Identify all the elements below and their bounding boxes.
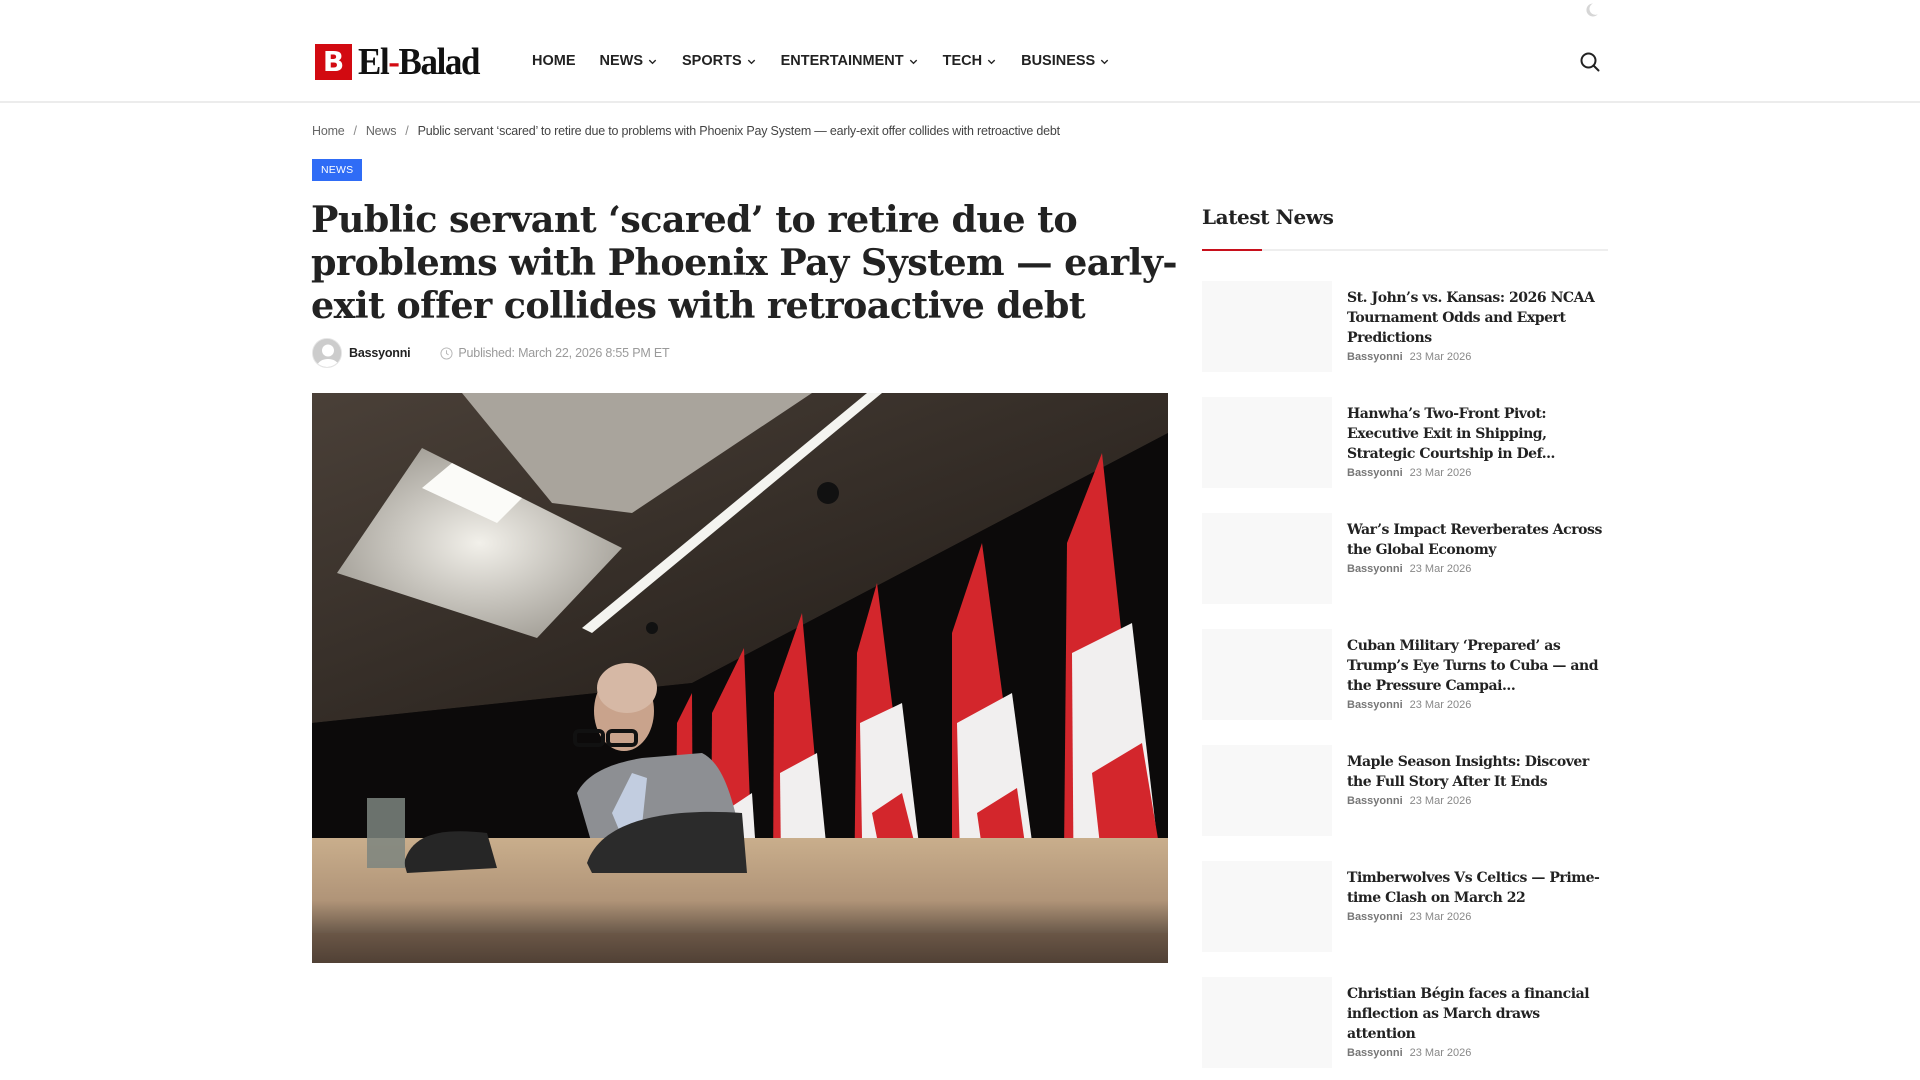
- list-item-headline[interactable]: St. John’s vs. Kansas: 2026 NCAA Tournament Odds and Expert Predictions: [1347, 290, 1595, 346]
- list-item-date: 23 Mar 2026: [1409, 795, 1472, 807]
- latest-news-sidebar: [1202, 205, 1608, 1080]
- category-badge[interactable]: NEWS: [312, 159, 362, 181]
- list-item[interactable]: [1202, 745, 1608, 861]
- nav-label: BUSINESS: [1021, 53, 1096, 69]
- chevron-down-icon: [1099, 56, 1110, 67]
- list-item-date: 23 Mar 2026: [1409, 563, 1472, 575]
- article-thumbnail[interactable]: [1202, 629, 1332, 720]
- nav-label: ENTERTAINMENT: [780, 53, 904, 69]
- clock-icon: [440, 347, 453, 360]
- breadcrumb-separator: /: [353, 124, 357, 138]
- article-thumbnail[interactable]: [1202, 745, 1332, 836]
- list-item-author[interactable]: Bassyonni: [1347, 1047, 1403, 1059]
- list-item-headline[interactable]: Cuban Military ‘Prepared’ as Trump’s Eye Turns to Cuba — and the Pressure Campai...: [1347, 638, 1599, 694]
- list-item[interactable]: [1202, 629, 1608, 745]
- list-item[interactable]: [1202, 977, 1608, 1080]
- breadcrumb-separator: /: [405, 124, 409, 138]
- chevron-down-icon: [647, 56, 658, 67]
- article-title: Public servant ‘scared’ to retire due to problems with Phoenix Pay System — early-exit offer collides with retroactive debt: [311, 198, 1177, 327]
- logo-text: El-Balad: [358, 41, 480, 83]
- list-item-date: 23 Mar 2026: [1409, 351, 1472, 363]
- article-thumbnail[interactable]: [1202, 861, 1332, 952]
- list-item-author[interactable]: Bassyonni: [1347, 699, 1403, 711]
- article-thumbnail[interactable]: [1202, 977, 1332, 1068]
- list-item-date: 23 Mar 2026: [1409, 699, 1472, 711]
- chevron-down-icon: [986, 56, 997, 67]
- list-item-date: 23 Mar 2026: [1409, 467, 1472, 479]
- breadcrumb: [312, 124, 1060, 138]
- list-item-headline[interactable]: War’s Impact Reverberates Across the Global Economy: [1347, 522, 1602, 558]
- nav-label: SPORTS: [682, 53, 742, 69]
- author-avatar[interactable]: [312, 338, 342, 368]
- nav-business[interactable]: [1021, 52, 1110, 70]
- publish-date: [440, 346, 669, 360]
- list-item-date: 23 Mar 2026: [1409, 1047, 1472, 1059]
- site-logo[interactable]: [315, 41, 490, 83]
- logo-mark: B: [315, 44, 352, 80]
- nav-label: HOME: [532, 53, 576, 69]
- list-item-headline[interactable]: Maple Season Insights: Discover the Full Story After It Ends: [1347, 754, 1589, 790]
- nav-sports[interactable]: [682, 52, 757, 70]
- search-icon[interactable]: [1578, 50, 1602, 74]
- list-item[interactable]: [1202, 513, 1608, 629]
- list-item-headline[interactable]: Christian Bégin faces a financial inflection as March draws attention: [1347, 986, 1590, 1042]
- list-item[interactable]: [1202, 397, 1608, 513]
- list-item[interactable]: [1202, 861, 1608, 977]
- list-item-headline[interactable]: Timberwolves Vs Celtics — Prime-time Clash on March 22: [1347, 870, 1600, 906]
- site-header: [0, 0, 1920, 103]
- article-thumbnail[interactable]: [1202, 513, 1332, 604]
- main-nav: [532, 52, 1134, 70]
- nav-label: NEWS: [599, 53, 643, 69]
- publish-date-text: Published: March 22, 2026 8:55 PM ET: [458, 346, 670, 360]
- sidebar-title: Latest News: [1202, 205, 1334, 229]
- nav-home[interactable]: [532, 52, 576, 70]
- list-item-date: 23 Mar 2026: [1409, 911, 1472, 923]
- chevron-down-icon: [908, 56, 919, 67]
- moon-icon[interactable]: [1583, 2, 1599, 18]
- list-item[interactable]: [1202, 281, 1608, 397]
- list-item-author[interactable]: Bassyonni: [1347, 563, 1403, 575]
- breadcrumb-current: Public servant ‘scared’ to retire due to problems with Phoenix Pay System — early-exit offer collides with retroactive debt: [417, 124, 1060, 138]
- article-thumbnail[interactable]: [1202, 397, 1332, 488]
- list-item-author[interactable]: Bassyonni: [1347, 467, 1403, 479]
- list-item-author[interactable]: Bassyonni: [1347, 911, 1403, 923]
- nav-news[interactable]: [600, 52, 659, 70]
- press-conference-photo: [312, 393, 1168, 963]
- sidebar-title-divider: [1202, 249, 1608, 251]
- latest-news-list: [1202, 281, 1608, 1080]
- featured-image: [312, 393, 1168, 963]
- article-thumbnail[interactable]: [1202, 281, 1332, 372]
- list-item-author[interactable]: Bassyonni: [1347, 351, 1403, 363]
- nav-label: TECH: [942, 53, 983, 69]
- chevron-down-icon: [746, 56, 757, 67]
- breadcrumb-news[interactable]: News: [365, 124, 397, 138]
- nav-entertainment[interactable]: [781, 52, 919, 70]
- nav-tech[interactable]: [943, 52, 997, 70]
- user-icon: [313, 339, 342, 368]
- list-item-author[interactable]: Bassyonni: [1347, 795, 1403, 807]
- article-meta: [312, 338, 669, 368]
- list-item-headline[interactable]: Hanwha’s Two-Front Pivot: Executive Exit in Shipping, Strategic Courtship in Def...: [1347, 406, 1555, 462]
- breadcrumb-home[interactable]: Home: [312, 124, 345, 138]
- author-name[interactable]: Bassyonni: [349, 346, 411, 360]
